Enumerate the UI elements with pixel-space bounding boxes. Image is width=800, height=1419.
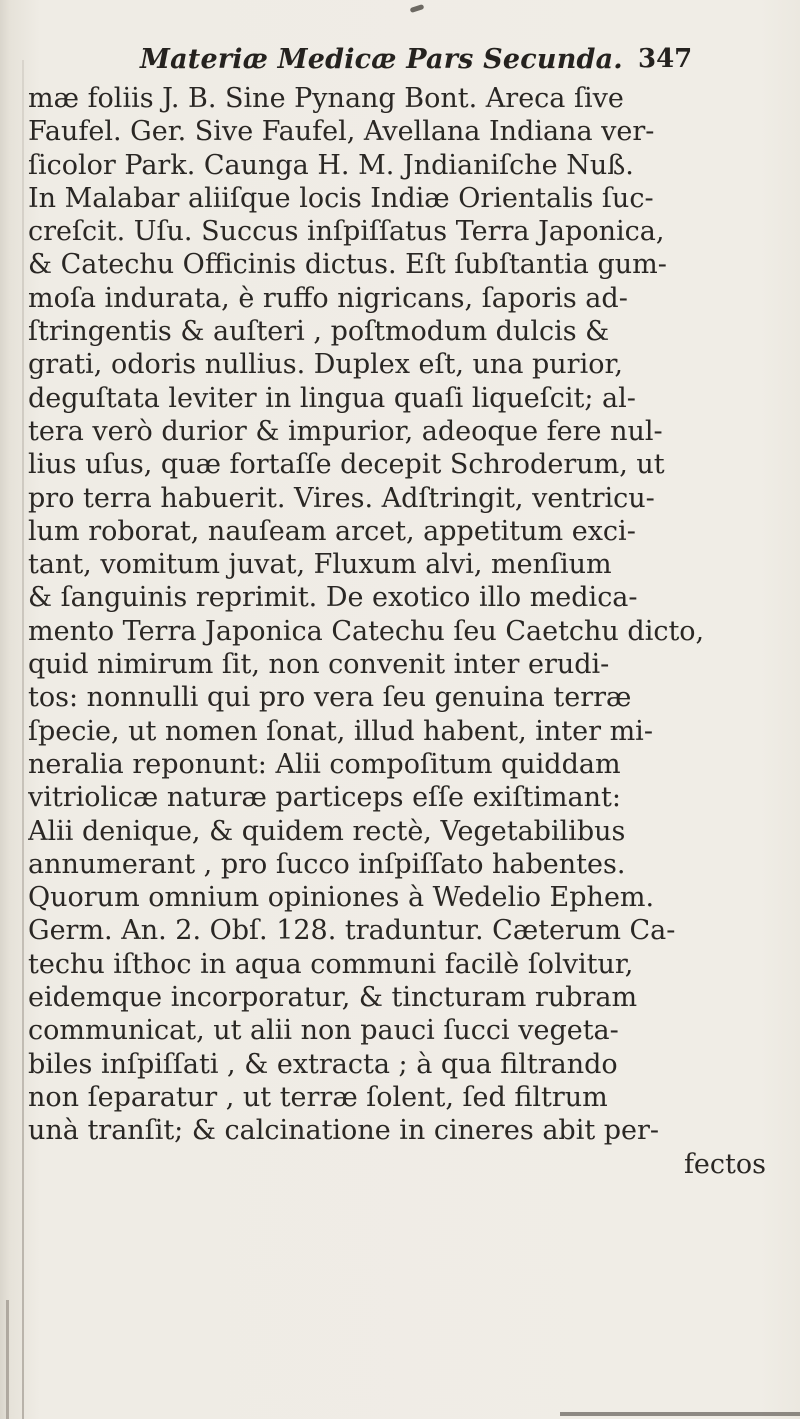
text-line: mento Terra Japonica Catechu ſeu Caetchu dicto, xyxy=(28,615,705,647)
ink-mark xyxy=(410,4,425,13)
binding-gutter xyxy=(22,60,24,1419)
text-line: non ſeparatur , ut terræ ſolent, ſed filtrum xyxy=(28,1081,608,1113)
text-line: lius uſus, quæ fortaſſe decepit Schroderum, ut xyxy=(28,449,665,481)
text-line: creſcit. Uſu. Succus inſpiſſatus Terra Japonica, xyxy=(28,216,665,248)
body-text xyxy=(28,82,788,1181)
text-line: vitriolicæ naturæ particeps eſſe exiſtimant: xyxy=(28,782,621,814)
catchword: fectos xyxy=(683,1148,766,1180)
text-line: Alii denique, & quidem rectè, Vegetabilibus xyxy=(28,815,626,847)
running-title: Materiæ Medicæ Pars Secunda. xyxy=(140,44,623,75)
text-line: techu iſthoc in aqua communi facilè ſolvitur, xyxy=(28,948,634,980)
text-line: mæ foliis J. B. Sine Pynang Bont. Areca ſive xyxy=(28,83,624,114)
text-line: tant, vomitum juvat, Fluxum alvi, menſium xyxy=(28,549,612,581)
text-line: quid nimirum ſit, non convenit inter erudi- xyxy=(28,649,610,681)
text-line: In Malabar aliiſque locis Indiæ Orientalis ſuc- xyxy=(28,182,654,214)
page-bottom-edge xyxy=(560,1412,800,1416)
text-line: & ſanguinis reprimit. De exotico illo medica- xyxy=(28,582,638,614)
text-line: grati, odoris nullius. Duplex eſt, una purior, xyxy=(28,349,623,381)
text-line: communicat, ut alii non pauci ſucci vegeta- xyxy=(28,1015,619,1047)
text-line: eidemque incorporatur, & tincturam rubram xyxy=(28,982,638,1014)
text-line: tera verò durior & impurior, adeoque fere nul- xyxy=(28,415,663,447)
text-line: deguſtata leviter in lingua quaſi liqueſcit; al- xyxy=(28,382,636,414)
text-line: Germ. An. 2. Obſ. 128. traduntur. Cæterum Ca- xyxy=(28,915,676,947)
text-line: pro terra habuerit. Vires. Adſtringit, ventricu- xyxy=(28,482,655,514)
text-line: tos: nonnulli qui pro vera ſeu genuina terræ xyxy=(28,682,632,714)
text-line: Quorum omnium opiniones à Wedelio Ephem. xyxy=(28,882,655,914)
text-line: lum roborat, nauſeam arcet, appetitum exci- xyxy=(28,515,636,547)
binding-edge xyxy=(6,1300,9,1419)
text-line: moſa indurata, è ruffo nigricans, ſaporis ad- xyxy=(28,282,628,314)
text-line: Faufel. Ger. Sive Faufel, Avellana Indiana ver- xyxy=(28,116,655,148)
text-line: & Catechu Officinis dictus. Eſt ſubſtantia gum- xyxy=(28,249,667,281)
text-line: ſpecie, ut nomen ſonat, illud habent, inter mi- xyxy=(28,715,653,747)
text-line: unà tranſit; & calcinatione in cineres abit per- xyxy=(28,1115,660,1147)
page-number: 347 xyxy=(638,44,693,74)
text-line: ſicolor Park. Caunga H. M. Jndianiſche Nuß. xyxy=(28,149,634,181)
text-line: neralia reponunt: Alii compoſitum quiddam xyxy=(28,748,621,780)
text-line: ſtringentis & auſteri , poſtmodum dulcis & xyxy=(28,316,610,348)
text-line: annumerant , pro ſucco inſpiſſato habentes. xyxy=(28,848,626,880)
text-line: biles inſpiſſati , & extracta ; à qua filtrando xyxy=(28,1048,618,1080)
